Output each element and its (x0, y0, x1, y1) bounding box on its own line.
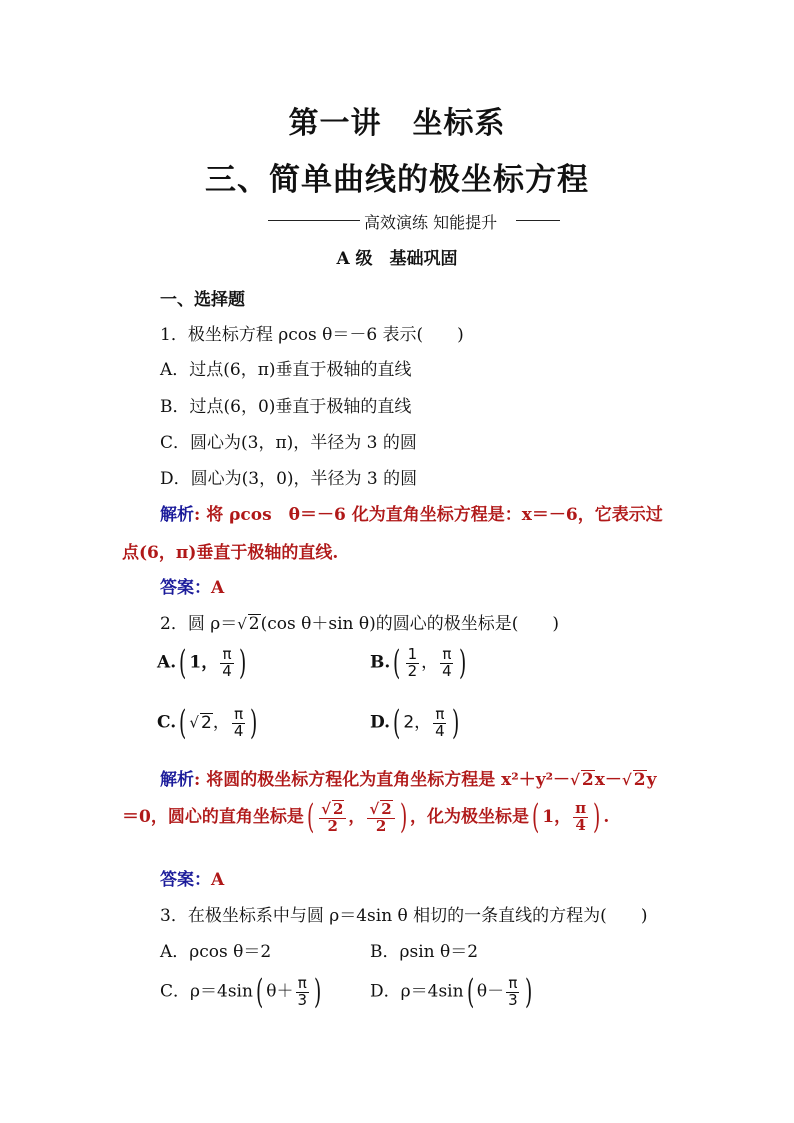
q2-c-rad: 2 (200, 712, 212, 733)
answer-value: A (211, 578, 225, 598)
banner-text: 高效演练 知能提升 (364, 213, 498, 232)
q2-analysis-rad2: 2 (633, 770, 646, 790)
q3-d-den: 3 (508, 990, 518, 1009)
q2-center-x-num: 2 (332, 800, 344, 818)
q2-analysis-text: : 将圆的极坐标方程化为直角坐标方程是 x²＋y²－ (194, 770, 571, 790)
q1-option-b: B．过点(6，0)垂直于极轴的直线 (160, 397, 412, 417)
q1-option-c: C．圆心为(3，π)，半径为 3 的圆 (160, 433, 417, 453)
q1-analysis-line2: 点(6，π)垂直于极轴的直线. (122, 543, 339, 563)
q2-polar-den: 4 (575, 815, 586, 834)
q2-analysis-end: y (646, 770, 657, 790)
banner-rule-left (268, 220, 360, 221)
q1-analysis-line1 (160, 500, 663, 525)
page-subtitle: 三、简单曲线的极坐标方程 (205, 162, 589, 198)
q3-d-inner: θ－ (476, 981, 505, 1002)
analysis-label: 解析 (160, 770, 194, 790)
q2-center-y-num: 2 (381, 800, 392, 818)
q2-center-y-den: 2 (375, 816, 387, 835)
banner-rule-right (516, 220, 560, 221)
q2-polar-num: π (575, 799, 587, 817)
q2-analysis-mid: x－ (594, 770, 622, 790)
q2-c-label: C. (157, 712, 177, 733)
answer-label: 答案： (160, 870, 211, 890)
q2-a-den: 4 (222, 661, 232, 680)
q2-b-aden: 2 (407, 661, 418, 680)
q2-center-x-den: 2 (327, 816, 338, 835)
q2-option-a: A.( 1， $\frac{\pi}{4}$ ) (157, 643, 247, 683)
q3-option-d: D．ρ＝4sin( θ－ $\frac{\pi}{3}$ ) (370, 972, 532, 1012)
q2-a-label: A. (157, 652, 177, 673)
q2-stem-prefix: 2．圆 ρ＝ (160, 614, 238, 634)
page-title: 第一讲 坐标系 (288, 106, 506, 141)
q2-d-num: π (435, 704, 445, 723)
q2-analysis-2b: ，化为极坐标是 (409, 806, 529, 827)
q2-b-label: B. (370, 652, 391, 673)
answer-value: A (211, 870, 225, 890)
q2-b-anum: 1 (407, 644, 418, 663)
q1-stem: 1．极坐标方程 ρcos θ＝－6 表示( ) (160, 325, 464, 345)
q2-c-num: π (234, 704, 244, 723)
q2-analysis-rad1: 2 (581, 770, 594, 790)
q1-option-d: D．圆心为(3，0)，半径为 3 的圆 (160, 469, 418, 489)
q2-stem: 2．圆 ρ＝√ 2(cos θ＋sin θ)的圆心的极坐标是( ) (160, 614, 560, 634)
q3-d-num: π (508, 973, 518, 992)
q3-c-prefix: C．ρ＝4sin (160, 981, 253, 1002)
q3-c-inner: θ＋ (266, 981, 294, 1002)
q2-a-num: π (222, 644, 232, 663)
q3-stem: 3．在极坐标系中与圆 ρ＝4sin θ 相切的一条直线的方程为( ) (160, 906, 648, 926)
q2-analysis-2a: ＝0，圆心的直角坐标是 (122, 806, 304, 827)
q2-polar-r: 1， (542, 806, 572, 827)
q2-answer (160, 865, 224, 890)
section-banner (268, 208, 560, 232)
section-heading: 一、选择题 (160, 290, 245, 310)
q3-d-prefix: D．ρ＝4sin (370, 981, 464, 1002)
q1-option-a: A．过点(6，π)垂直于极轴的直线 (160, 360, 412, 380)
q1-analysis-text: : 将 ρcos θ＝－6 化为直角坐标方程是：x＝－6，它表示过 (194, 505, 663, 525)
q2-option-b: B.( $\frac{1}{2}$ ， $\frac{\pi}{4}$ ) (370, 643, 466, 683)
q2-analysis-line1: 解析: 将圆的极坐标方程化为直角坐标方程是 x²＋y²－√ 2x－√ 2y (160, 770, 657, 790)
q3-option-c: C．ρ＝4sin( θ＋ $\frac{\pi}{3}$ ) (160, 972, 322, 1012)
q2-stem-radicand: 2 (248, 614, 260, 634)
q2-d-label: D. (370, 712, 391, 733)
answer-label: 答案： (160, 578, 211, 598)
q2-option-d: D.( 2， $\frac{\pi}{4}$ ) (370, 703, 459, 743)
q2-analysis-line2: ＝0，圆心的直角坐标是( $\frac{√ 2}{2}$ ， $\frac{√ 2}{2}$ ) ，化为极坐标是( 1， $\frac{\pi}{4}$ ) . (122, 797, 610, 838)
q2-option-c: C.( √ 2， $\frac{\pi}{4}$ ) (157, 703, 258, 743)
analysis-label: 解析 (160, 505, 194, 525)
q1-answer (160, 573, 224, 598)
q3-c-num: π (297, 973, 307, 992)
level-heading: A 级 基础巩固 (336, 249, 458, 269)
q2-a-coord: 1， (189, 652, 219, 673)
q2-b-num: π (442, 644, 452, 663)
q2-d-coord: 2， (403, 712, 432, 733)
q2-c-den: 4 (233, 721, 244, 740)
q2-d-den: 4 (435, 721, 445, 740)
q3-c-den: 3 (297, 990, 307, 1009)
q2-b-den: 4 (442, 661, 452, 680)
q3-option-b: B．ρsin θ＝2 (370, 942, 479, 962)
q3-option-a: A．ρcos θ＝2 (160, 942, 272, 962)
q2-stem-suffix: (cos θ＋sin θ)的圆心的极坐标是( ) (260, 614, 560, 634)
